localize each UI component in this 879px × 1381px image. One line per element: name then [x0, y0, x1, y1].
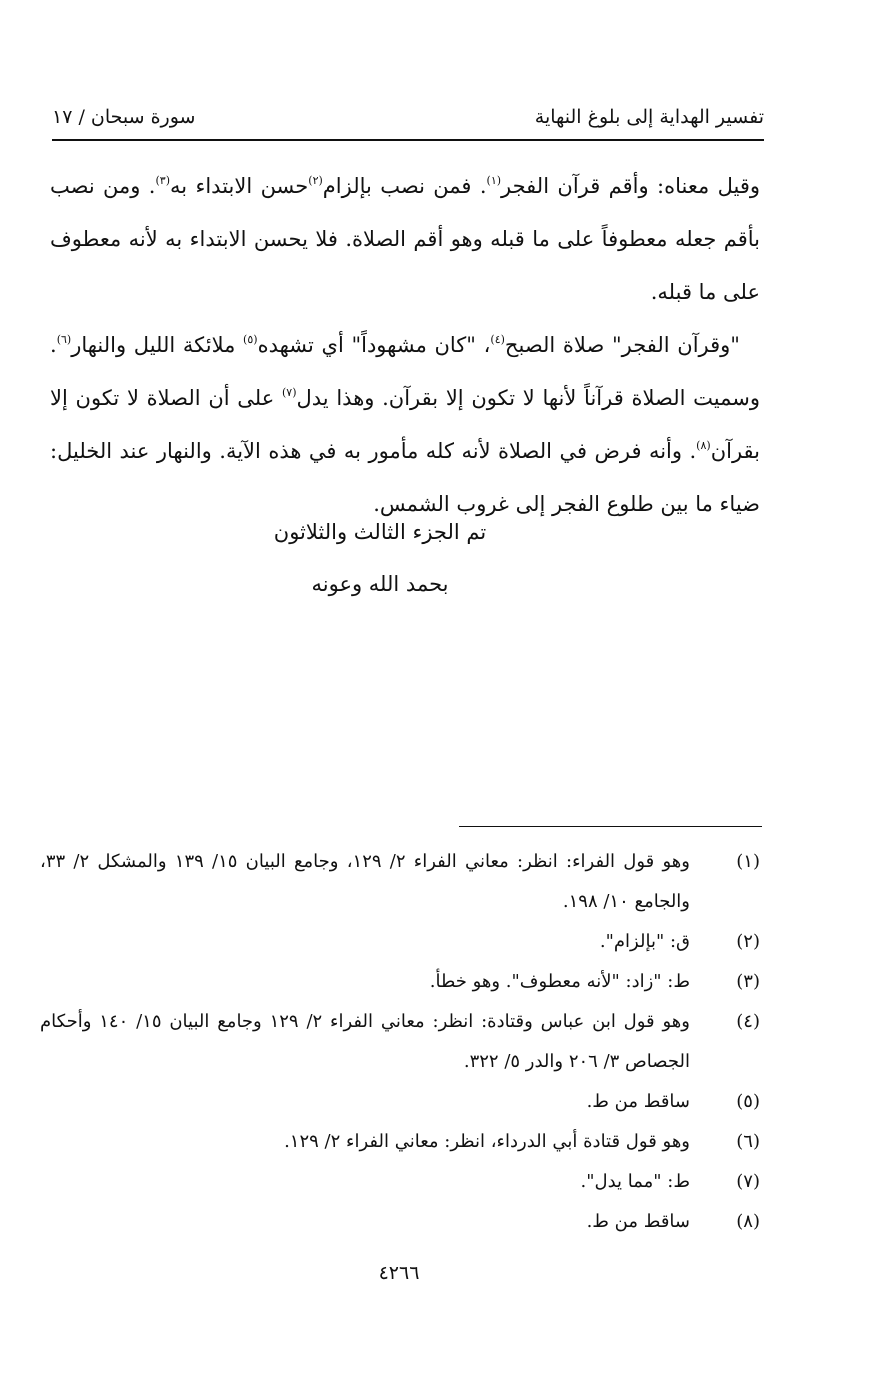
footnote-ref-5: (٥) [243, 333, 258, 346]
footnote-number: (٧) [736, 1171, 760, 1192]
closing-line-2: بحمد الله وعونه [311, 572, 449, 596]
footnote-text: ط: "مما يدل". [580, 1171, 690, 1192]
text-run: على أن الصلاة لا تكون إلا بقرآن [50, 386, 760, 463]
text-run: "وقرآن الفجر" صلاة الصبح [504, 333, 740, 357]
footnote-ref-7: (٧) [281, 386, 297, 399]
footnote-item [40, 1122, 760, 1162]
footnote-number: (٣) [736, 971, 760, 992]
paragraph-2 [50, 319, 760, 531]
footnote-item [40, 842, 760, 922]
footnote-ref-3: (٣) [155, 174, 170, 187]
closing-line-1: تم الجزء الثالث والثلاثون [273, 520, 487, 544]
text-run: حسن الابتداء به [170, 174, 309, 198]
footnote-ref-8: (٨) [696, 439, 711, 452]
footnote-item [40, 1202, 760, 1242]
footnote-number: (٤) [736, 1011, 760, 1032]
footnote-ref-6: (٦) [56, 333, 72, 346]
header-divider [52, 139, 764, 141]
text-run: . وأنه فرض في الصلاة لأنه كله مأمور به في هذه الآية. والنهار عند الخليل: ضياء ما بين طلوع الفجر إلى غروب الشمس. [50, 439, 760, 516]
text-run: وقيل معناه: وأقم قرآن الفجر [501, 174, 761, 198]
footnote-ref-2: (٢) [308, 174, 323, 187]
footnote-number: (٨) [736, 1211, 760, 1232]
footnote-ref-1: (١) [486, 174, 502, 187]
footnote-item [40, 1082, 760, 1122]
text-run: . فمن نصب بإلزام [322, 174, 487, 198]
paragraph-1 [50, 160, 760, 319]
text-run: . وسميت الصلاة قرآناً لأنها لا تكون إلا بقرآن. وهذا يدل [50, 333, 760, 410]
footnote-item [40, 1162, 760, 1202]
footnote-text: ساقط من ط. [586, 1211, 690, 1232]
header-surah-title: سورة سبحان / ١٧ [52, 106, 196, 128]
footnote-number: (٢) [736, 931, 760, 952]
footnote-text: ط: "زاد: "لأنه معطوف". وهو خطأ. [429, 971, 690, 992]
running-header [52, 100, 764, 134]
footnote-text: ق: "بإلزام". [599, 931, 690, 952]
footnote-number: (٥) [736, 1091, 760, 1112]
text-run: . ومن نصب بأقم جعله معطوفاً على ما قبله وهو أقم الصلاة. فلا يحسن الابتداء به لأنه معطوف على ما قبله. [50, 174, 760, 304]
footnote-ref-4: (٤) [490, 333, 505, 346]
text-run: ، "كان مشهوداً" أي تشهده [257, 333, 491, 357]
text-run: ملائكة الليل والنهار [71, 333, 244, 357]
header-book-title: تفسير الهداية إلى بلوغ النهاية [534, 106, 764, 128]
footnotes [40, 842, 760, 1242]
page-number: ٤٢٦٦ [378, 1262, 420, 1284]
footnote-text: وهو قول ابن عباس وقتادة: انظر: معاني الفراء ٢/ ١٢٩ وجامع البيان ١٥/ ١٤٠ وأحكام الجصاص ٣/ ٢٠٦ والدر ٥/ ٣٢٢. [40, 1011, 690, 1072]
main-text [50, 160, 760, 531]
footnote-number: (١) [736, 851, 760, 872]
footnote-item [40, 962, 760, 1002]
footnote-text: وهو قول الفراء: انظر: معاني الفراء ٢/ ١٢٩، وجامع البيان ١٥/ ١٣٩ والمشكل ٢/ ٣٣، والجامع ١٠/ ١٩٨. [40, 851, 690, 912]
footnote-item [40, 922, 760, 962]
footnote-divider [459, 826, 762, 827]
footnote-text: ساقط من ط. [586, 1091, 690, 1112]
footnote-text: وهو قول قتادة أبي الدرداء، انظر: معاني الفراء ٢/ ١٢٩. [284, 1131, 690, 1152]
footnote-item [40, 1002, 760, 1082]
footnote-number: (٦) [736, 1131, 760, 1152]
